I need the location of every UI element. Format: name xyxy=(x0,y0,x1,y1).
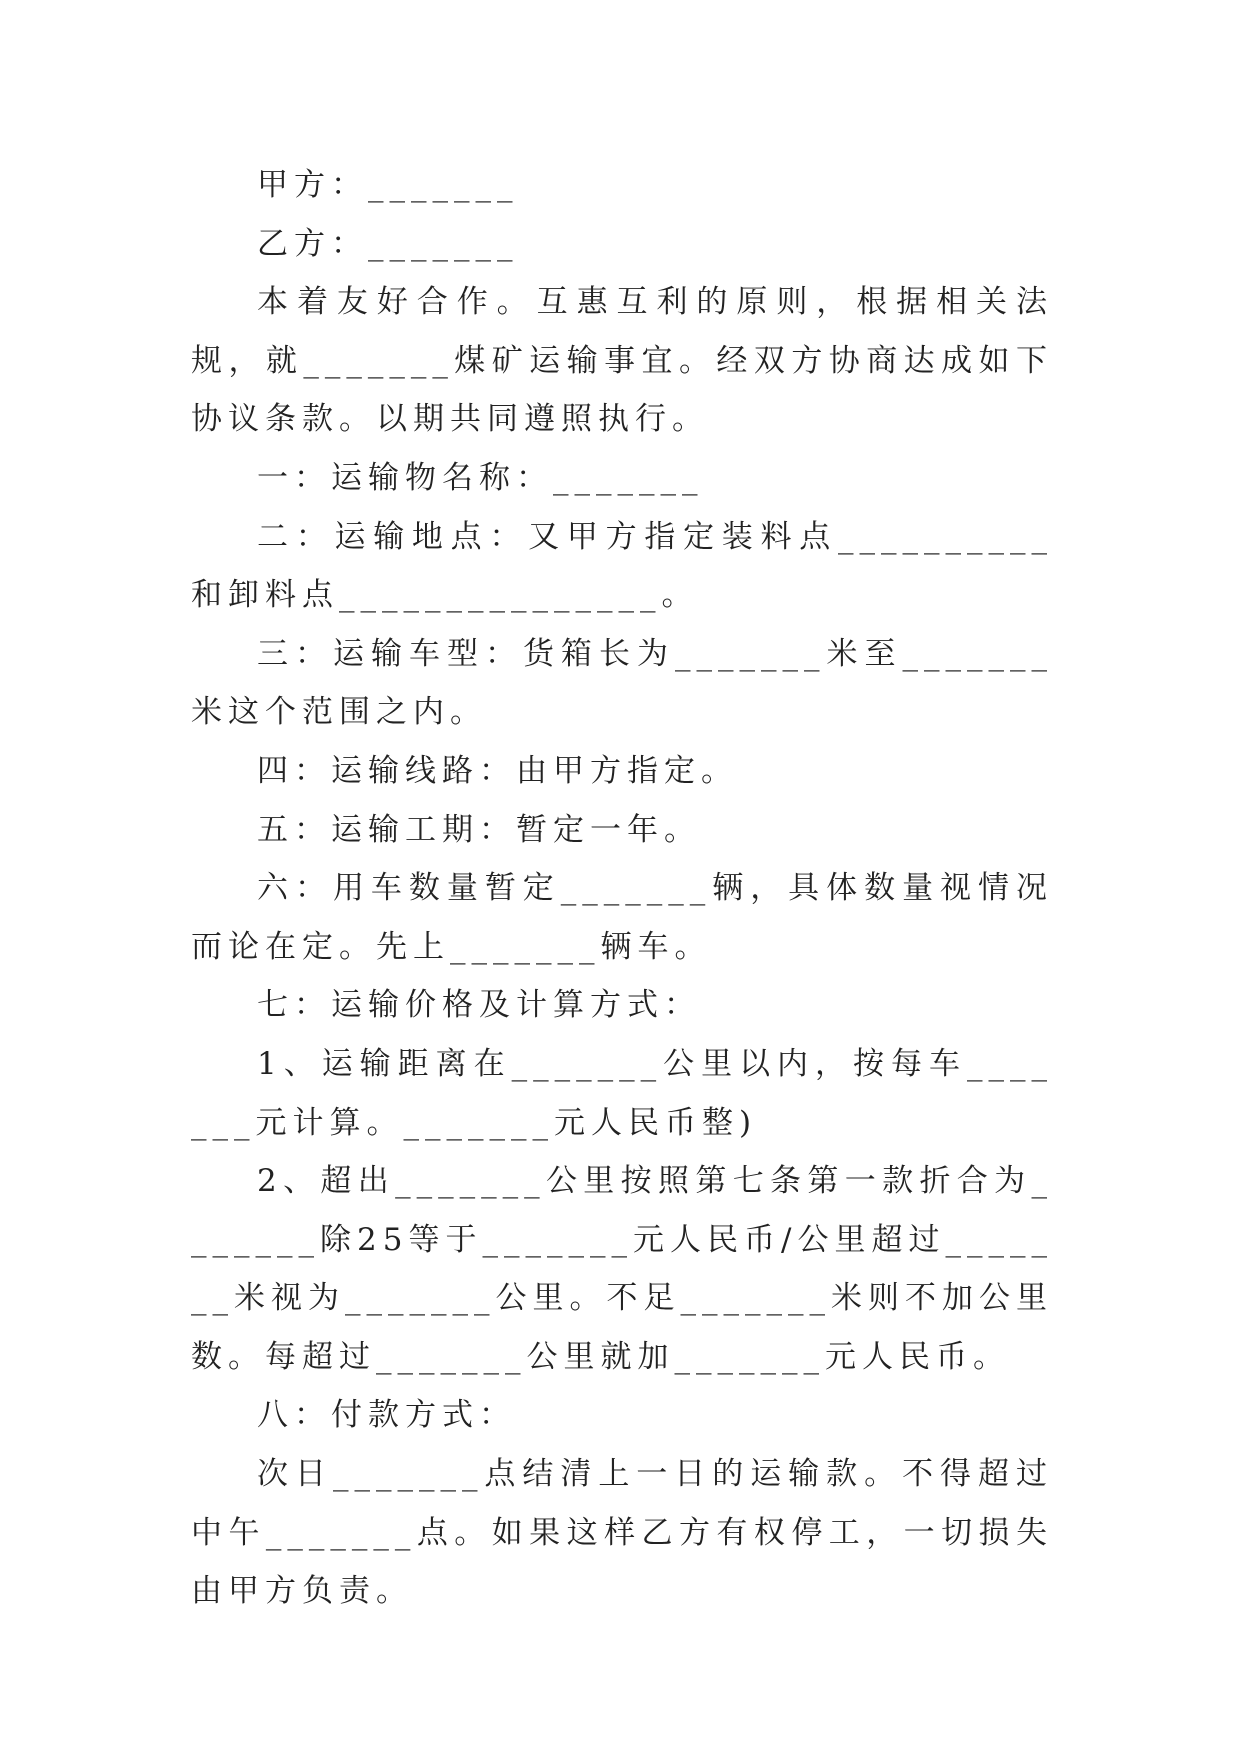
clause-cargo-name: 一：运输物名称：_______ xyxy=(257,459,704,496)
clause-period: 五：运输工期：暂定一年。 xyxy=(257,811,701,848)
clause-vehicle-type: 三：运输车型：货箱长为_______米至_______米这个范围之内。 xyxy=(191,635,1053,731)
party-a-line: 甲方：_______ xyxy=(257,167,519,203)
contract-body xyxy=(191,156,1053,1621)
clause-vehicle-count: 六：用车数量暂定_______辆，具体数量视情况而论在定。先上_______辆车。 xyxy=(191,870,1053,965)
clause-payment-body: 次日_______点结清上一日的运输款。不得超过中午_______点。如果这样乙方有权停工，一切损失由甲方负责。 xyxy=(191,1456,1053,1610)
clause-payment-heading: 八：付款方式： xyxy=(257,1397,516,1434)
clause-location: 二：运输地点：又甲方指定装料点__________和卸料点_______________。 xyxy=(191,518,1053,614)
party-b-line: 乙方：_______ xyxy=(257,225,519,262)
clause-pricing-heading: 七：运输价格及计算方式： xyxy=(257,987,701,1024)
clause-route: 四：运输线路：由甲方指定。 xyxy=(257,752,738,789)
clause-pricing-item-1: 1、运输距离在_______公里以内，按每车_______元计算。_______元人民币整) xyxy=(191,1045,1053,1141)
preamble-paragraph: 本着友好合作。互惠互利的原则，根据相关法规，就_______煤矿运输事宜。经双方协商达成如下协议条款。以期共同遵照执行。 xyxy=(191,284,1053,438)
clause-pricing-item-2: 2、超出_______公里按照第七条第一款折合为_______除25等于_______元人民币/公里超过_______米视为_______公里。不足_______米则不加公里数。每超过_______公里就加_______元人民币。 xyxy=(191,1163,1053,1375)
